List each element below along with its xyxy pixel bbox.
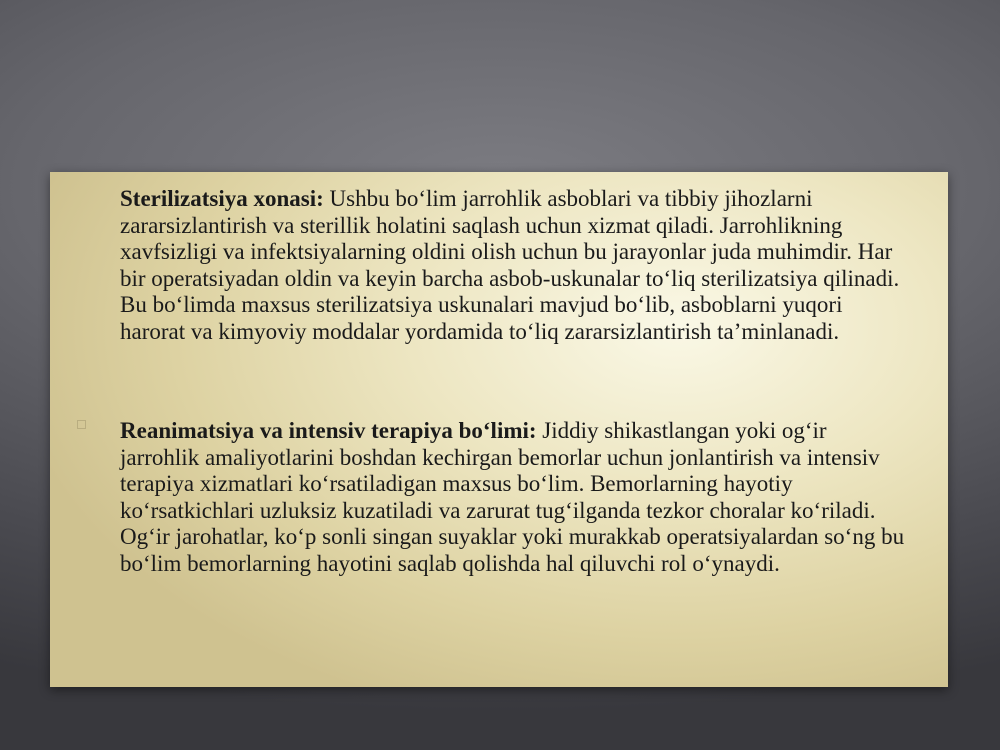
resuscitation-unit-paragraph [120, 418, 910, 577]
sterilization-room-text: Ushbu bo‘lim jarrohlik asboblari va tibbiy jihozlarni zararsizlantirish va sterillik holatini saqlash uchun xizmat qiladi. Jarrohlikning xavfsizligi va infektsiyalarning oldini olish uchun bu jarayonlar juda muhimdir. Har bir operatsiyadan oldin va keyin barcha asbob-uskunalar to‘liq sterilizatsiya qilinadi. Bu bo‘limda maxsus sterilizatsiya uskunalari mavjud bo‘lib, asboblarni yuqori harorat va kimyoviy moddalar yordamida to‘liq zararsizlantirish ta’minlanadi. [120, 186, 900, 344]
bullet-square-icon [77, 420, 86, 429]
resuscitation-unit-text: Jiddiy shikastlangan yoki og‘ir jarrohlik amaliyotlarini boshdan kechirgan bemorlar uchun jonlantirish va intensiv terapiya xizmatlari ko‘rsatiladigan maxsus bo‘lim. Bemorlarning hayotiy ko‘rsatkichlari uzluksiz kuzatiladi va zarurat tug‘ilganda tezkor choralar ko‘riladi. Og‘ir jarohatlar, ko‘p sonli singan suyaklar yoki murakkab operatsiyalardan so‘ng bu bo‘lim bemorlarning hayotini saqlab qolishda hal qiluvchi rol o‘ynaydi. [120, 418, 905, 576]
resuscitation-unit-heading: Reanimatsiya va intensiv terapiya bo‘limi: [120, 418, 537, 443]
sterilization-room-heading: Sterilizatsiya xonasi: [120, 186, 324, 211]
slide-content-panel [50, 172, 948, 687]
sterilization-room-paragraph [120, 186, 910, 345]
